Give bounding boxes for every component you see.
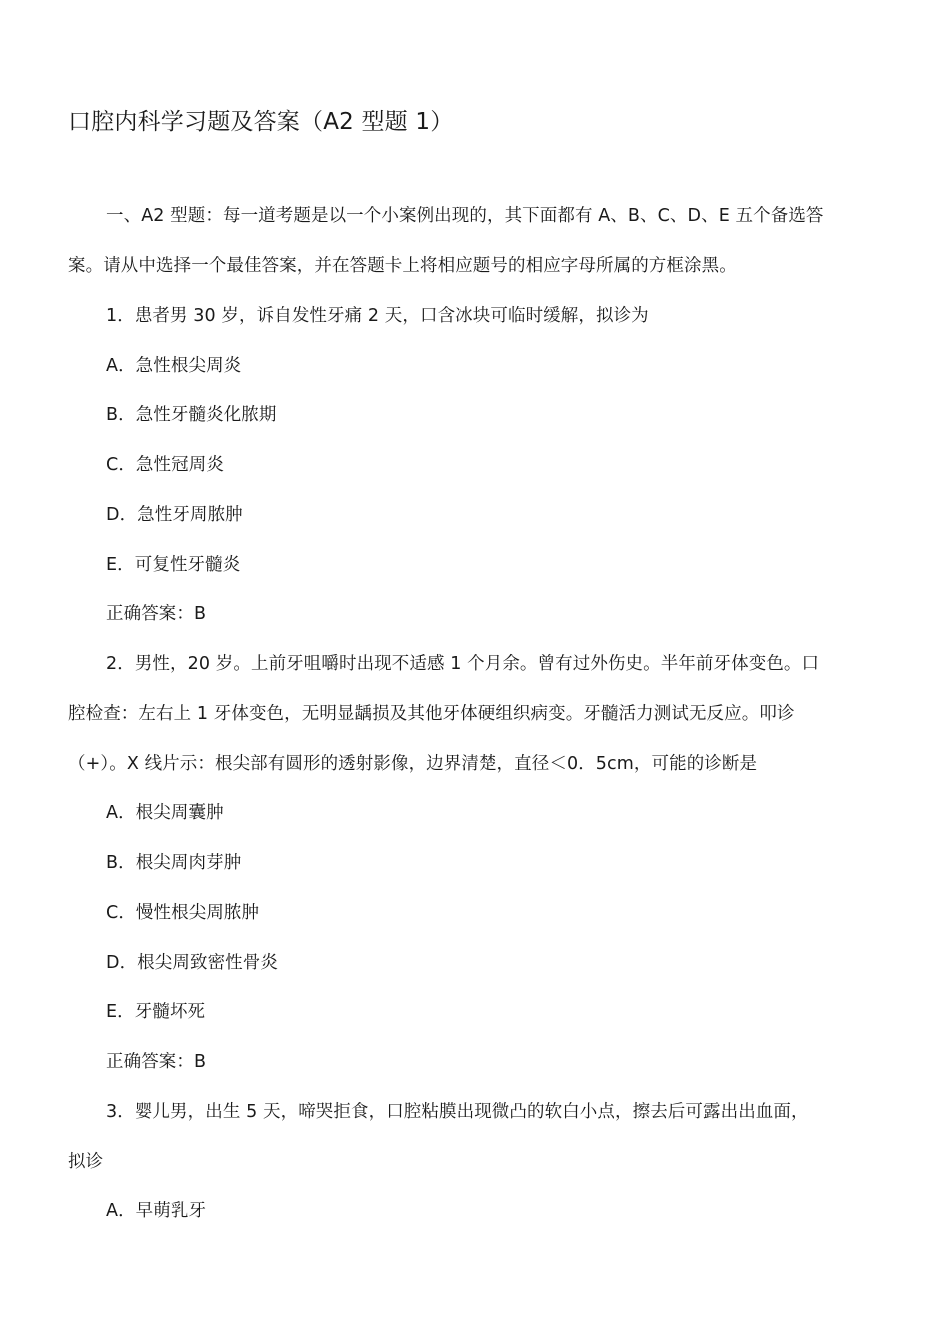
question-2-option-a: A．根尖周囊肿: [106, 803, 224, 823]
question-2-answer: 正确答案：B: [106, 1052, 207, 1072]
question-1-option-d: D．急性牙周脓肿: [106, 505, 243, 525]
question-2-stem-line-2: 腔检查：左右上 1 牙体变色，无明显龋损及其他牙体硬组织病变。牙髓活力测试无反应。叩诊: [68, 704, 795, 724]
question-3-option-a: A．早萌乳牙: [106, 1201, 207, 1221]
question-2-option-e: E．牙髓坏死: [106, 1002, 206, 1022]
intro-line-2: 案。请从中选择一个最佳答案，并在答题卡上将相应题号的相应字母所属的方框涂黑。: [68, 256, 737, 276]
question-1-option-c: C．急性冠周炎: [106, 455, 224, 475]
question-1-stem: 1．患者男 30 岁，诉自发性牙痛 2 天，口含冰块可临时缓解，拟诊为: [106, 306, 649, 326]
question-1-option-b: B．急性牙髓炎化脓期: [106, 405, 277, 425]
question-2-option-b: B．根尖周肉芽肿: [106, 853, 242, 873]
intro-line-1: 一、A2 型题：每一道考题是以一个小案例出现的，其下面都有 A、B、C、D、E 五个备选答: [106, 206, 824, 226]
question-2-stem-line-3: （+）。X 线片示：根尖部有圆形的透射影像，边界清楚，直径＜0．5cm，可能的诊断是: [68, 754, 758, 774]
document-title: 口腔内科学习题及答案（A2 型题 1）: [68, 109, 454, 135]
question-1-option-e: E．可复性牙髓炎: [106, 555, 241, 575]
question-2-option-c: C．慢性根尖周脓肿: [106, 903, 260, 923]
question-1-option-a: A．急性根尖周炎: [106, 356, 242, 376]
question-2-option-d: D．根尖周致密性骨炎: [106, 953, 278, 973]
question-3-stem-line-1: 3．婴儿男，出生 5 天，啼哭拒食，口腔粘膜出现微凸的软白小点，擦去后可露出出血面，: [106, 1102, 809, 1122]
question-1-answer: 正确答案：B: [106, 604, 207, 624]
question-3-stem-line-2: 拟诊: [68, 1152, 104, 1172]
question-2-stem-line-1: 2．男性，20 岁。上前牙咀嚼时出现不适感 1 个月余。曾有过外伤史。半年前牙体变色。口: [106, 654, 820, 674]
